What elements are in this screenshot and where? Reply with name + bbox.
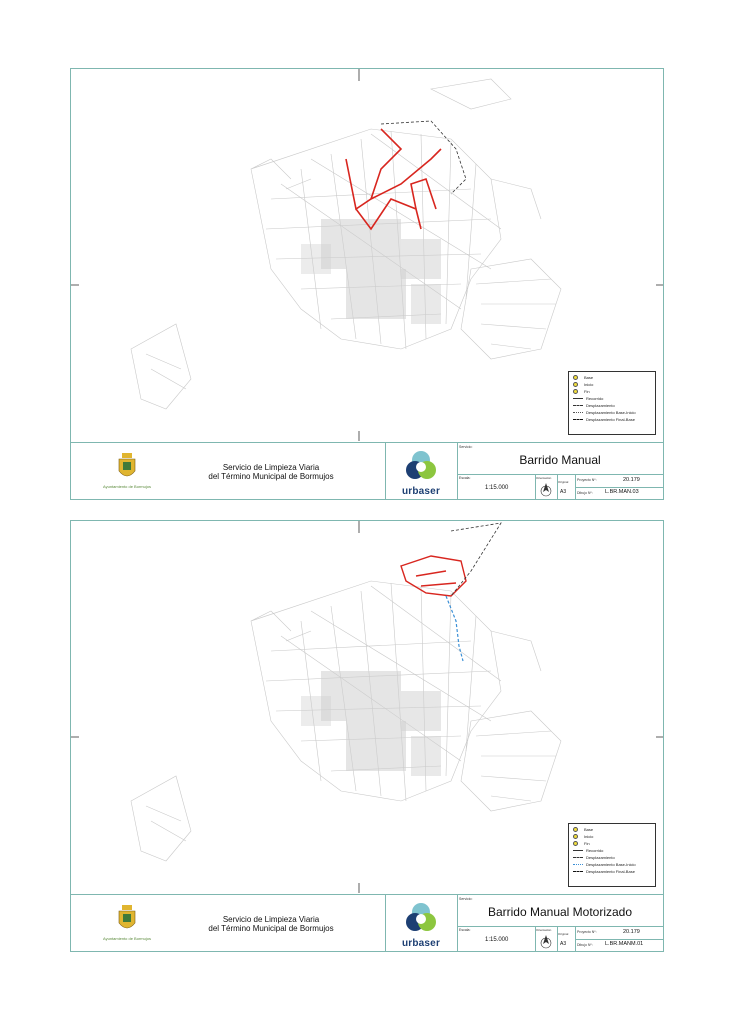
legend-item: Desplazamiento Base-Inicio — [586, 410, 636, 415]
service-title-box: Servicio: Barrido Manual — [457, 443, 663, 475]
drawing-title: Barrido Manual Motorizado — [487, 905, 633, 919]
legend-item: Inicio — [584, 382, 594, 387]
legend-item: Desplazamiento — [586, 855, 615, 860]
map-sheet-2 — [70, 520, 664, 952]
map-legend — [568, 823, 656, 887]
legend-item: Inicio — [584, 834, 594, 839]
legend-item: Recorrido — [586, 848, 604, 853]
building-blocks — [301, 219, 441, 324]
dashed-line-icon — [573, 405, 583, 406]
map-legend — [568, 371, 656, 435]
title-block — [71, 442, 663, 500]
paper-size: A3 — [560, 489, 567, 495]
drawing-info-panel — [457, 443, 663, 500]
client-panel — [71, 895, 386, 952]
dashed-line-icon — [573, 857, 583, 858]
dash-dot-line-icon — [573, 871, 583, 872]
legend-item: Desplazamiento Final-Base — [586, 869, 635, 874]
project-number: 20.179 — [623, 477, 640, 483]
municipality-label: Ayuntamiento de Bormujos — [103, 484, 151, 489]
legend-item: Base — [584, 375, 594, 380]
scale-value: 1:15.000 — [485, 485, 509, 491]
orientation-cell: Orientación — [535, 474, 558, 500]
dash-dot-line-icon — [573, 419, 583, 420]
drawing-info-panel — [457, 895, 663, 952]
original-cell: Original A3 — [557, 926, 576, 952]
brand-panel — [385, 895, 458, 952]
route-final-base — [451, 523, 501, 596]
urbaser-logo-icon — [385, 443, 457, 487]
solid-line-icon — [573, 850, 583, 851]
numbers-cell: Proyecto Nº: 20.179 Dibujo Nº: L.BR.MAN.03 — [575, 474, 663, 500]
client-panel — [71, 443, 386, 500]
legend-item: Fin — [584, 389, 590, 394]
base-icon — [573, 375, 578, 380]
title-block — [71, 894, 663, 952]
brand-name: urbaser — [401, 938, 441, 949]
service-title-box: Servicio: Barrido Manual Motorizado — [457, 895, 663, 927]
building-blocks — [301, 671, 441, 776]
service-name: Servicio de Limpieza Viaria del Término Municipal de Bormujos — [208, 463, 334, 481]
legend-item: Base — [584, 827, 594, 832]
start-icon — [573, 834, 578, 839]
route-recorrido — [346, 129, 441, 229]
legend-item: Fin — [584, 841, 590, 846]
map-sheet-1 — [70, 68, 664, 500]
project-number: 20.179 — [623, 929, 640, 935]
legend-item: Desplazamiento — [586, 403, 615, 408]
legend-item: Desplazamiento Base-Inicio — [586, 862, 636, 867]
dotted-line-icon — [573, 864, 583, 865]
urbaser-logo-icon — [385, 895, 457, 939]
drawing-number: L.BR.MANM.01 — [605, 941, 644, 947]
original-cell: Original A3 — [557, 474, 576, 500]
start-icon — [573, 382, 578, 387]
coat-of-arms-icon — [117, 453, 137, 481]
orientation-cell: Orientación — [535, 926, 558, 952]
brand-name: urbaser — [401, 486, 441, 497]
brand-panel — [385, 443, 458, 500]
legend-item: Desplazamiento Final-Base — [586, 417, 635, 422]
scale-cell: Escala: 1:15.000 — [457, 474, 536, 500]
north-arrow-icon — [540, 934, 552, 950]
drawing-number: L.BR.MAN.03 — [605, 489, 639, 495]
municipality-label: Ayuntamiento de Bormujos — [103, 936, 151, 941]
end-icon — [573, 841, 578, 846]
paper-size: A3 — [560, 941, 567, 947]
base-icon — [573, 827, 578, 832]
dotted-line-icon — [573, 412, 583, 413]
scale-value: 1:15.000 — [485, 937, 509, 943]
scale-cell: Escala: 1:15.000 — [457, 926, 536, 952]
end-icon — [573, 389, 578, 394]
service-name: Servicio de Limpieza Viaria del Término Municipal de Bormujos — [208, 915, 334, 933]
drawing-title: Barrido Manual — [519, 453, 601, 467]
coat-of-arms-icon — [117, 905, 137, 933]
legend-item: Recorrido — [586, 396, 604, 401]
north-arrow-icon — [540, 482, 552, 498]
solid-line-icon — [573, 398, 583, 399]
route-base-start — [446, 596, 463, 661]
numbers-cell: Proyecto Nº: 20.179 Dibujo Nº: L.BR.MANM.01 — [575, 926, 663, 952]
